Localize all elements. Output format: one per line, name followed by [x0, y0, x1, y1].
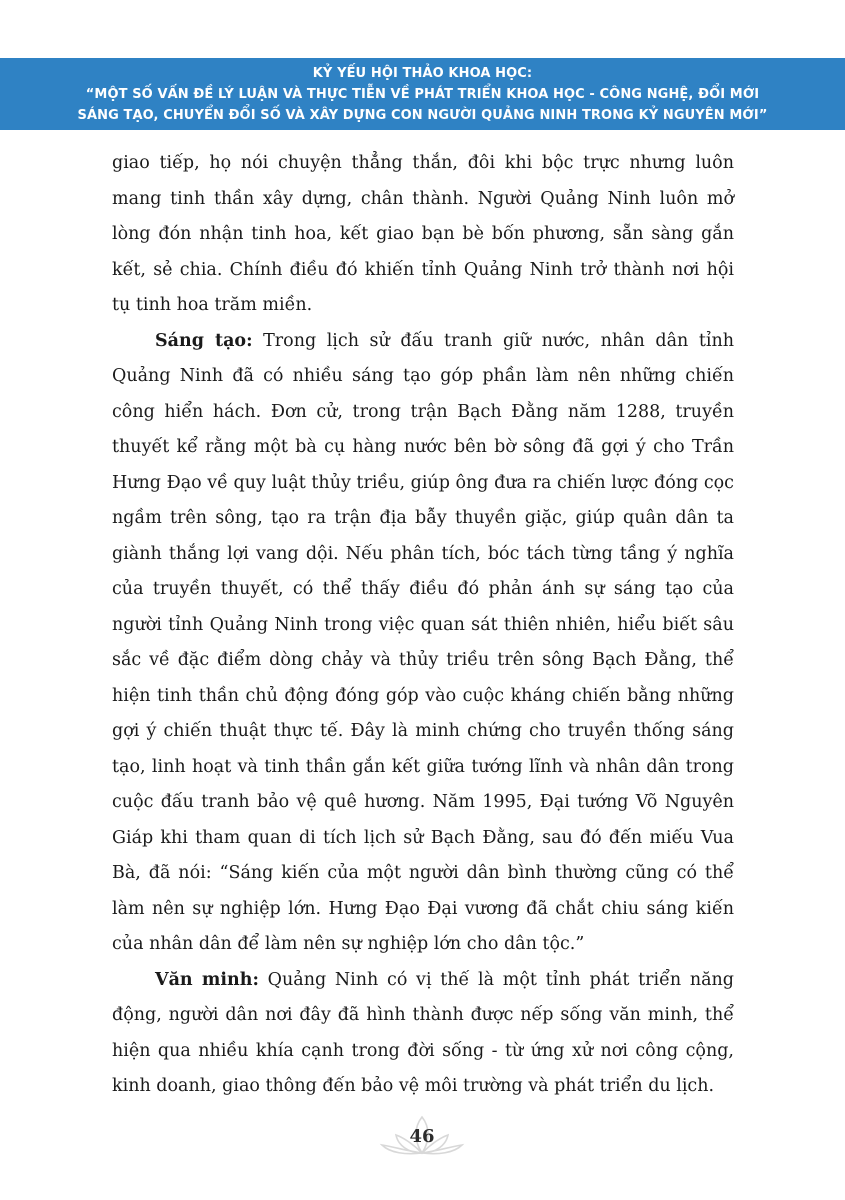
paragraph-van-minh: [112, 963, 734, 1105]
page-number: 46: [409, 1126, 435, 1147]
paragraph-continuation: giao tiếp, họ nói chuyện thẳng thắn, đôi khi bộc trực nhưng luôn mang tinh thần xây dựng, chân thành. Người Quảng Ninh luôn mở lòng đón nhận tinh hoa, kết giao bạn bè bốn phương, sẵn sàng gắn kết, sẻ chia. Chính điều đó khiến tỉnh Quảng Ninh trở thành nơi hội tụ tinh hoa trăm miền.: [112, 153, 734, 315]
header-subtitle-line-1: “MỘT SỐ VẤN ĐỀ LÝ LUẬN VÀ THỰC TIỄN VỀ PHÁT TRIỂN KHOA HỌC - CÔNG NGHỆ, ĐỔI MỚI: [85, 87, 760, 102]
header-band: [0, 58, 845, 130]
paragraph-text-van-minh: Quảng Ninh có vị thế là một tỉnh phát triển năng động, người dân nơi đây đã hình thành được nếp sống văn minh, thể hiện qua nhiều khía cạnh trong đời sống - từ ứng xử nơi công cộng, kinh doanh, giao thông đến bảo vệ môi trường và phát triển du lịch.: [112, 969, 734, 1096]
paragraph-text-sang-tao: Trong lịch sử đấu tranh giữ nước, nhân dân tỉnh Quảng Ninh đã có nhiều sáng tạo góp phần làm nên những chiến công hiển hách. Đơn cử, trong trận Bạch Đằng năm 1288, truyền thuyết kể rằng một bà cụ hàng nước bên bờ sông đã gợi ý cho Trần Hưng Đạo về quy luật thủy triều, giúp ông đưa ra chiến lược đóng cọc ngầm trên sông, tạo ra trận địa bẫy thuyền giặc, giúp quân dân ta giành thắng lợi vang dội. Nếu phân tích, bóc tách từng tầng ý nghĩa của truyền thuyết, có thể thấy điều đó phản ánh sự sáng tạo của người tỉnh Quảng Ninh trong việc quan sát thiên nhiên, hiểu biết sâu sắc về đặc điểm dòng chảy và thủy triều trên sông Bạch Đằng, thể hiện tinh thần chủ động đóng góp vào cuộc kháng chiến bằng những gợi ý chiến thuật thực tế. Đây là minh chứng cho truyền thống sáng tạo, linh hoạt và tinh thần gắn kết giữa tướng lĩnh và nhân dân trong cuộc đấu tranh bảo vệ quê hương. Năm 1995, Đại tướng Võ Nguyên Giáp khi tham quan di tích lịch sử Bạch Đằng, sau đó đến miếu Vua Bà, đã nói: “Sáng kiến của một người dân bình thường cũng có thể làm nên sự nghiệp lớn. Hưng Đạo Đại vương đã chắt chiu sáng kiến của nhân dân để làm nên sự nghiệp lớn cho dân tộc.”: [112, 330, 734, 954]
paragraph-lead-van-minh: Văn minh:: [155, 969, 259, 990]
body-text: [112, 146, 734, 1105]
paragraph-lead-sang-tao: Sáng tạo:: [155, 330, 253, 351]
page-footer: [372, 1113, 472, 1157]
header-title: KỶ YẾU HỘI THẢO KHOA HỌC:: [312, 66, 533, 81]
paragraph-sang-tao: [112, 324, 734, 963]
header-subtitle-line-2: SÁNG TẠO, CHUYỂN ĐỔI SỐ VÀ XÂY DỰNG CON NGƯỜI QUẢNG NINH TRONG KỶ NGUYÊN MỚI”: [77, 108, 768, 123]
